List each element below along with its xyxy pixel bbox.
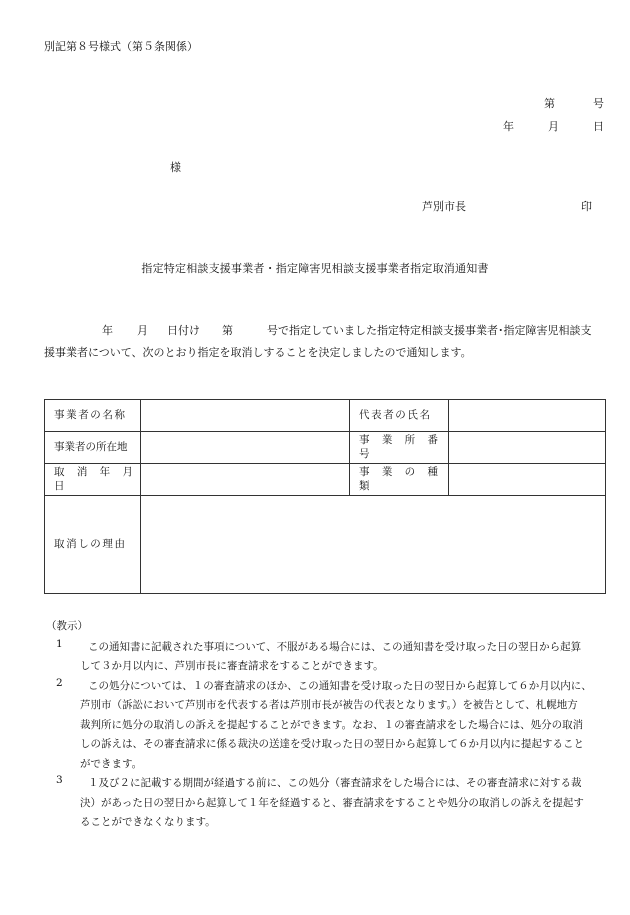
notice-line: 芦別市（訴訟において芦別市を代表する者は芦別市長が被告の代表となります。）を被告として、札幌地方	[80, 699, 578, 712]
issuer-name: 芦別市長	[422, 200, 466, 213]
notice-item	[46, 677, 616, 775]
business-type-label: 事 業 の 種 類	[350, 464, 449, 496]
reason-value	[141, 496, 606, 594]
addressee-suffix: 様	[170, 161, 181, 174]
business-name-label: 事業者の名称	[45, 400, 141, 432]
address-label: 事業者の所在地	[45, 432, 141, 464]
body-year: 年	[102, 324, 113, 337]
notice-line: 裁判所に処分の取消しの訴えを提起することができます。なお、１の審査請求をした場合には、処分の取消	[80, 718, 584, 731]
notice-item-number: 3	[56, 774, 63, 787]
notice-line: 決）があった日の翌日から起算して１年を経過すると、審査請求をすることや処分の取消しの訴えを提起す	[80, 796, 584, 809]
body-line-1	[44, 320, 608, 342]
document-number	[544, 97, 604, 111]
office-number-label: 事 業 所 番 号	[350, 432, 449, 464]
notice-item-text	[80, 638, 581, 677]
document-number-prefix: 第	[544, 97, 555, 110]
reason-label: 取消しの理由	[45, 496, 141, 594]
notice-line: して３か月以内に、芦別市長に審査請求をすることができます。	[80, 660, 384, 673]
notice-line: １及び２に記載する期間が経過する前に、この処分（審査請求をした場合には、その審査請求に対する裁	[88, 777, 582, 790]
info-table	[44, 399, 606, 594]
date-day: 日	[593, 120, 604, 133]
notice-item-text	[80, 774, 584, 833]
representative-value	[449, 400, 606, 432]
document-title: 指定特定相談支援事業者・指定障害児相談支援事業者指定取消通知書	[141, 262, 489, 275]
cancel-date-value	[141, 464, 350, 496]
body-text	[44, 320, 608, 364]
document-number-suffix: 号	[593, 97, 604, 110]
body-line-2: 援事業者について、次のとおり指定を取消しすることを決定しましたので通知します。	[44, 346, 472, 359]
notice-heading: （教示）	[46, 620, 88, 632]
notice-item	[46, 638, 616, 677]
representative-label: 代表者の氏名	[350, 400, 449, 432]
form-number: 別記第８号様式（第５条関係）	[44, 40, 198, 53]
notice-item-number: 2	[56, 676, 63, 689]
office-number-value	[449, 432, 606, 464]
notice-item	[46, 774, 616, 833]
body-dated: 日付け	[167, 324, 200, 337]
date-month: 月	[548, 120, 559, 133]
business-type-value	[449, 464, 606, 496]
notice-section	[46, 620, 616, 833]
table-row	[45, 400, 606, 432]
seal-mark: 印	[581, 200, 592, 213]
notice-item-text	[80, 677, 592, 775]
addressee	[170, 161, 181, 175]
body-month: 月	[137, 324, 148, 337]
date-year: 年	[503, 120, 514, 133]
notice-line: ができます。	[80, 757, 143, 770]
cancel-date-label: 取 消 年 月 日	[45, 464, 141, 496]
issue-date	[503, 120, 604, 134]
address-value	[141, 432, 350, 464]
table-row	[45, 496, 606, 594]
table-row	[45, 432, 606, 464]
notice-line: しの訴えは、その審査請求に係る裁決の送達を受け取った日の翌日から起算して６か月以内に提起すること	[80, 738, 584, 751]
body-no: 第	[222, 324, 233, 337]
notice-line: この処分については、１の審査請求のほか、この通知書を受け取った日の翌日から起算して６か月以内に、	[88, 679, 592, 692]
table-row	[45, 464, 606, 496]
notice-item-number: 1	[56, 637, 63, 650]
business-name-value	[141, 400, 350, 432]
notice-line: ることができなくなります。	[80, 816, 216, 829]
body-line-1-rest: 号で指定していました指定特定相談支援事業者･指定障害児相談支	[267, 324, 592, 337]
notice-line: この通知書に記載された事項について、不服がある場合には、この通知書を受け取った日の翌日から起算	[88, 640, 582, 653]
